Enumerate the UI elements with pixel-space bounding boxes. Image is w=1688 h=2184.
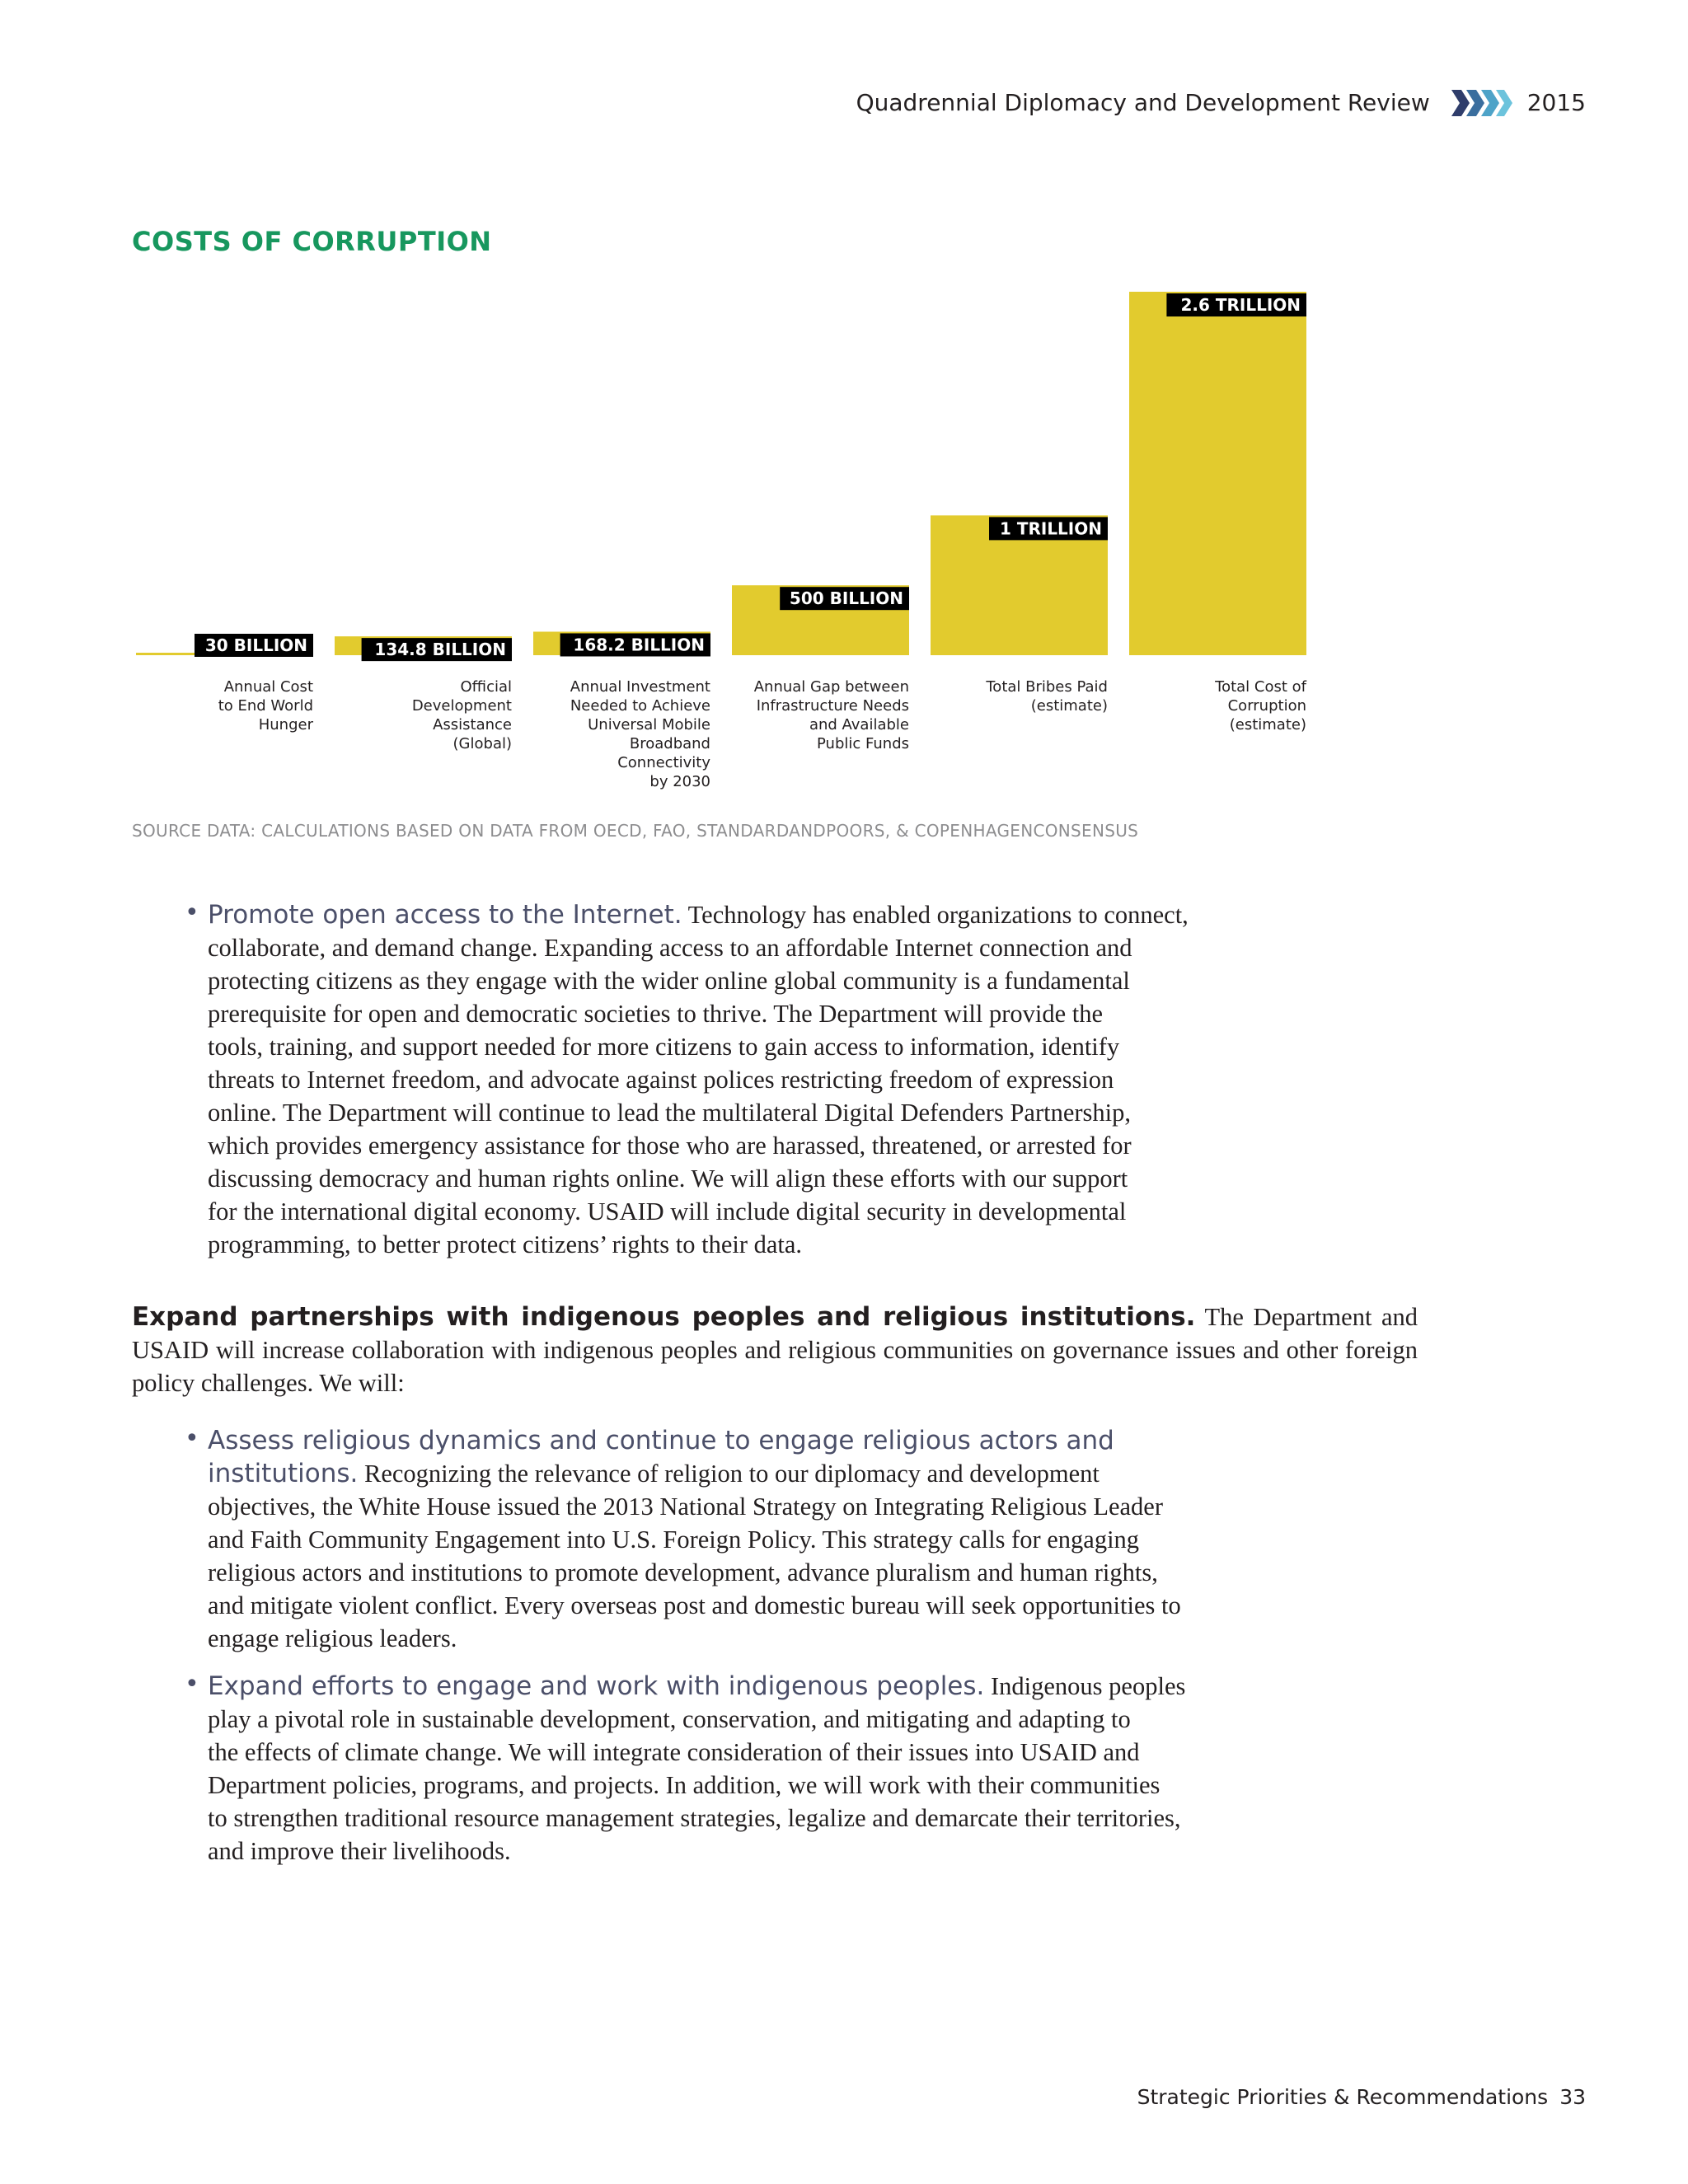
chart-category-line: (estimate) xyxy=(1030,697,1108,715)
bullet-line: collaborate, and demand change. Expanding access to an affordable Internet connection and xyxy=(208,934,1132,962)
bullet-line: and mitigate violent conflict. Every overseas post and domestic bureau will seek opportunities to xyxy=(208,1591,1181,1619)
chart-category-line: Public Funds xyxy=(817,735,909,752)
bullet-internet-access xyxy=(185,898,1345,1261)
bullet-line: discussing democracy and human rights online. We will align these efforts with our support xyxy=(208,1165,1128,1193)
chart-category-line: Total Bribes Paid xyxy=(986,678,1108,696)
chart-category-line: (Global) xyxy=(452,735,512,752)
bullet-line: engage religious leaders. xyxy=(208,1624,457,1652)
chart-data-label-text: 500 BILLION xyxy=(789,588,903,609)
report-year: 2015 xyxy=(1526,89,1586,116)
bullet-line: online. The Department will continue to lead the multilateral Digital Defenders Partnership, xyxy=(208,1099,1131,1127)
chart-category-line: Annual Investment xyxy=(570,678,710,696)
bullet-line: and improve their livelihoods. xyxy=(208,1837,511,1865)
source-note: SOURCE DATA: CALCULATIONS BASED ON DATA FROM OECD, FAO, STANDARDANDPOORS, & COPENHAGENCONSENSUS xyxy=(132,821,1139,841)
bullet-line: Indigenous peoples xyxy=(984,1672,1186,1700)
bullet-line: to strengthen traditional resource management strategies, legalize and demarcate their territories, xyxy=(208,1804,1181,1832)
chart-category-line: Hunger xyxy=(258,716,313,733)
chart-data-label xyxy=(195,634,313,657)
bullet-marker: • xyxy=(185,1424,199,1453)
bullet-line: and Faith Community Engagement into U.S. Foreign Policy. This strategy calls for engaging xyxy=(208,1526,1140,1554)
chart-category-label xyxy=(529,677,710,791)
chart-category-line: Annual Gap between xyxy=(753,678,909,696)
chart-category-line: to End World xyxy=(218,697,313,715)
bullet-line: prerequisite for open and democratic societies to thrive. The Department will provide the xyxy=(208,1000,1104,1028)
chart-category-line: Official xyxy=(460,678,512,696)
bullet-line: objectives, the White House issued the 2013 National Strategy on Integrating Religious Leader xyxy=(208,1493,1163,1521)
chart-data-label-text: 168.2 BILLION xyxy=(573,635,705,655)
chart-category-line: Assistance xyxy=(433,716,512,733)
bullet-line: Department policies, programs, and projects. In addition, we will work with their communities xyxy=(208,1771,1160,1799)
section-lead: Expand partnerships with indigenous peoples and religious institutions. xyxy=(132,1302,1196,1332)
chart-data-label xyxy=(560,633,710,656)
bullet-lead: Promote open access to the Internet. xyxy=(208,900,682,930)
page-number: 33 xyxy=(1559,2085,1586,2109)
chart-category-label xyxy=(331,677,512,753)
chart-category-line: Infrastructure Needs xyxy=(756,697,909,715)
page-footer xyxy=(1137,2085,1586,2109)
chart-title: COSTS OF CORRUPTION xyxy=(132,226,492,257)
bullet-indigenous-peoples xyxy=(185,1670,1345,1868)
chart-data-label-text: 134.8 BILLION xyxy=(374,640,506,660)
report-title: Quadrennial Diplomacy and Development Review xyxy=(856,89,1430,116)
chart-data-label xyxy=(1166,293,1306,316)
bullet-line: for the international digital economy. USAID will include digital security in developmental xyxy=(208,1197,1127,1226)
footer-section: Strategic Priorities & Recommendations xyxy=(1137,2085,1549,2109)
bullet-line: play a pivotal role in sustainable development, conservation, and mitigating and adapting to xyxy=(208,1705,1131,1733)
bullet-lead: institutions. xyxy=(208,1459,359,1488)
chart-data-label xyxy=(989,517,1108,540)
bullet-line: programming, to better protect citizens’ rights to their data. xyxy=(208,1230,803,1258)
chart-data-label-text: 30 BILLION xyxy=(204,635,307,655)
chart-data-label xyxy=(780,587,909,610)
bullet-paragraph xyxy=(208,1670,1345,1868)
bullet-paragraph xyxy=(208,1424,1345,1655)
chart-category-line: Broadband xyxy=(629,735,710,752)
bullet-line: religious actors and institutions to promote development, advance pluralism and human rights, xyxy=(208,1558,1158,1586)
chart-category-line: (estimate) xyxy=(1229,716,1306,733)
chart-data-label-text: 1 TRILLION xyxy=(999,518,1102,539)
bullet-marker: • xyxy=(185,1670,199,1699)
bullet-religious-dynamics xyxy=(185,1424,1345,1655)
chart-category-label xyxy=(926,677,1108,715)
bullet-line: protecting citizens as they engage with the wider online global community is a fundamental xyxy=(208,967,1130,995)
chart-category-line: Development xyxy=(411,697,512,715)
chart-category-label xyxy=(728,677,909,753)
chart-category-label xyxy=(1125,677,1306,734)
chart-category-label xyxy=(132,677,313,734)
bullet-line: threats to Internet freedom, and advocate against polices restricting freedom of expression xyxy=(208,1066,1114,1094)
bullet-lead: Expand efforts to engage and work with indigenous peoples. xyxy=(208,1671,985,1701)
chart-category-line: Connectivity xyxy=(617,754,710,771)
bullet-line: tools, training, and support needed for more citizens to gain access to information, identify xyxy=(208,1033,1120,1061)
bullet-lead: Assess religious dynamics and continue to engage religious actors and xyxy=(208,1426,1114,1455)
chart-category-line: Total Cost of xyxy=(1215,678,1306,696)
bullet-line: the effects of climate change. We will integrate consideration of their issues into USAID and xyxy=(208,1738,1140,1766)
chart-category-line: Universal Mobile xyxy=(588,716,710,733)
chart-category-line: Annual Cost xyxy=(223,678,313,696)
bullet-line: Technology has enabled organizations to connect, xyxy=(682,901,1189,929)
bullet-line: which provides emergency assistance for those who are harassed, threatened, or arrested for xyxy=(208,1132,1132,1160)
bullet-paragraph xyxy=(208,898,1345,1261)
chart-data-label-text: 2.6 TRILLION xyxy=(1180,295,1301,315)
chart-category-line: Needed to Achieve xyxy=(570,697,710,715)
chart-bar xyxy=(1129,292,1306,655)
chart-category-line: Corruption xyxy=(1227,697,1306,715)
bullet-line: Recognizing the relevance of religion to our diplomacy and development xyxy=(358,1460,1100,1488)
section-text: The Department and USAID will increase collaboration with indigenous peoples and religious communities on governance issues and other foreign policy challenges. We will: xyxy=(132,1303,1418,1397)
bullet-marker: • xyxy=(185,898,199,927)
section-paragraph-partnerships xyxy=(132,1301,1418,1399)
chart-data-label xyxy=(362,638,512,661)
chart-category-line: and Available xyxy=(809,716,909,733)
chart-category-line: by 2030 xyxy=(649,773,710,790)
